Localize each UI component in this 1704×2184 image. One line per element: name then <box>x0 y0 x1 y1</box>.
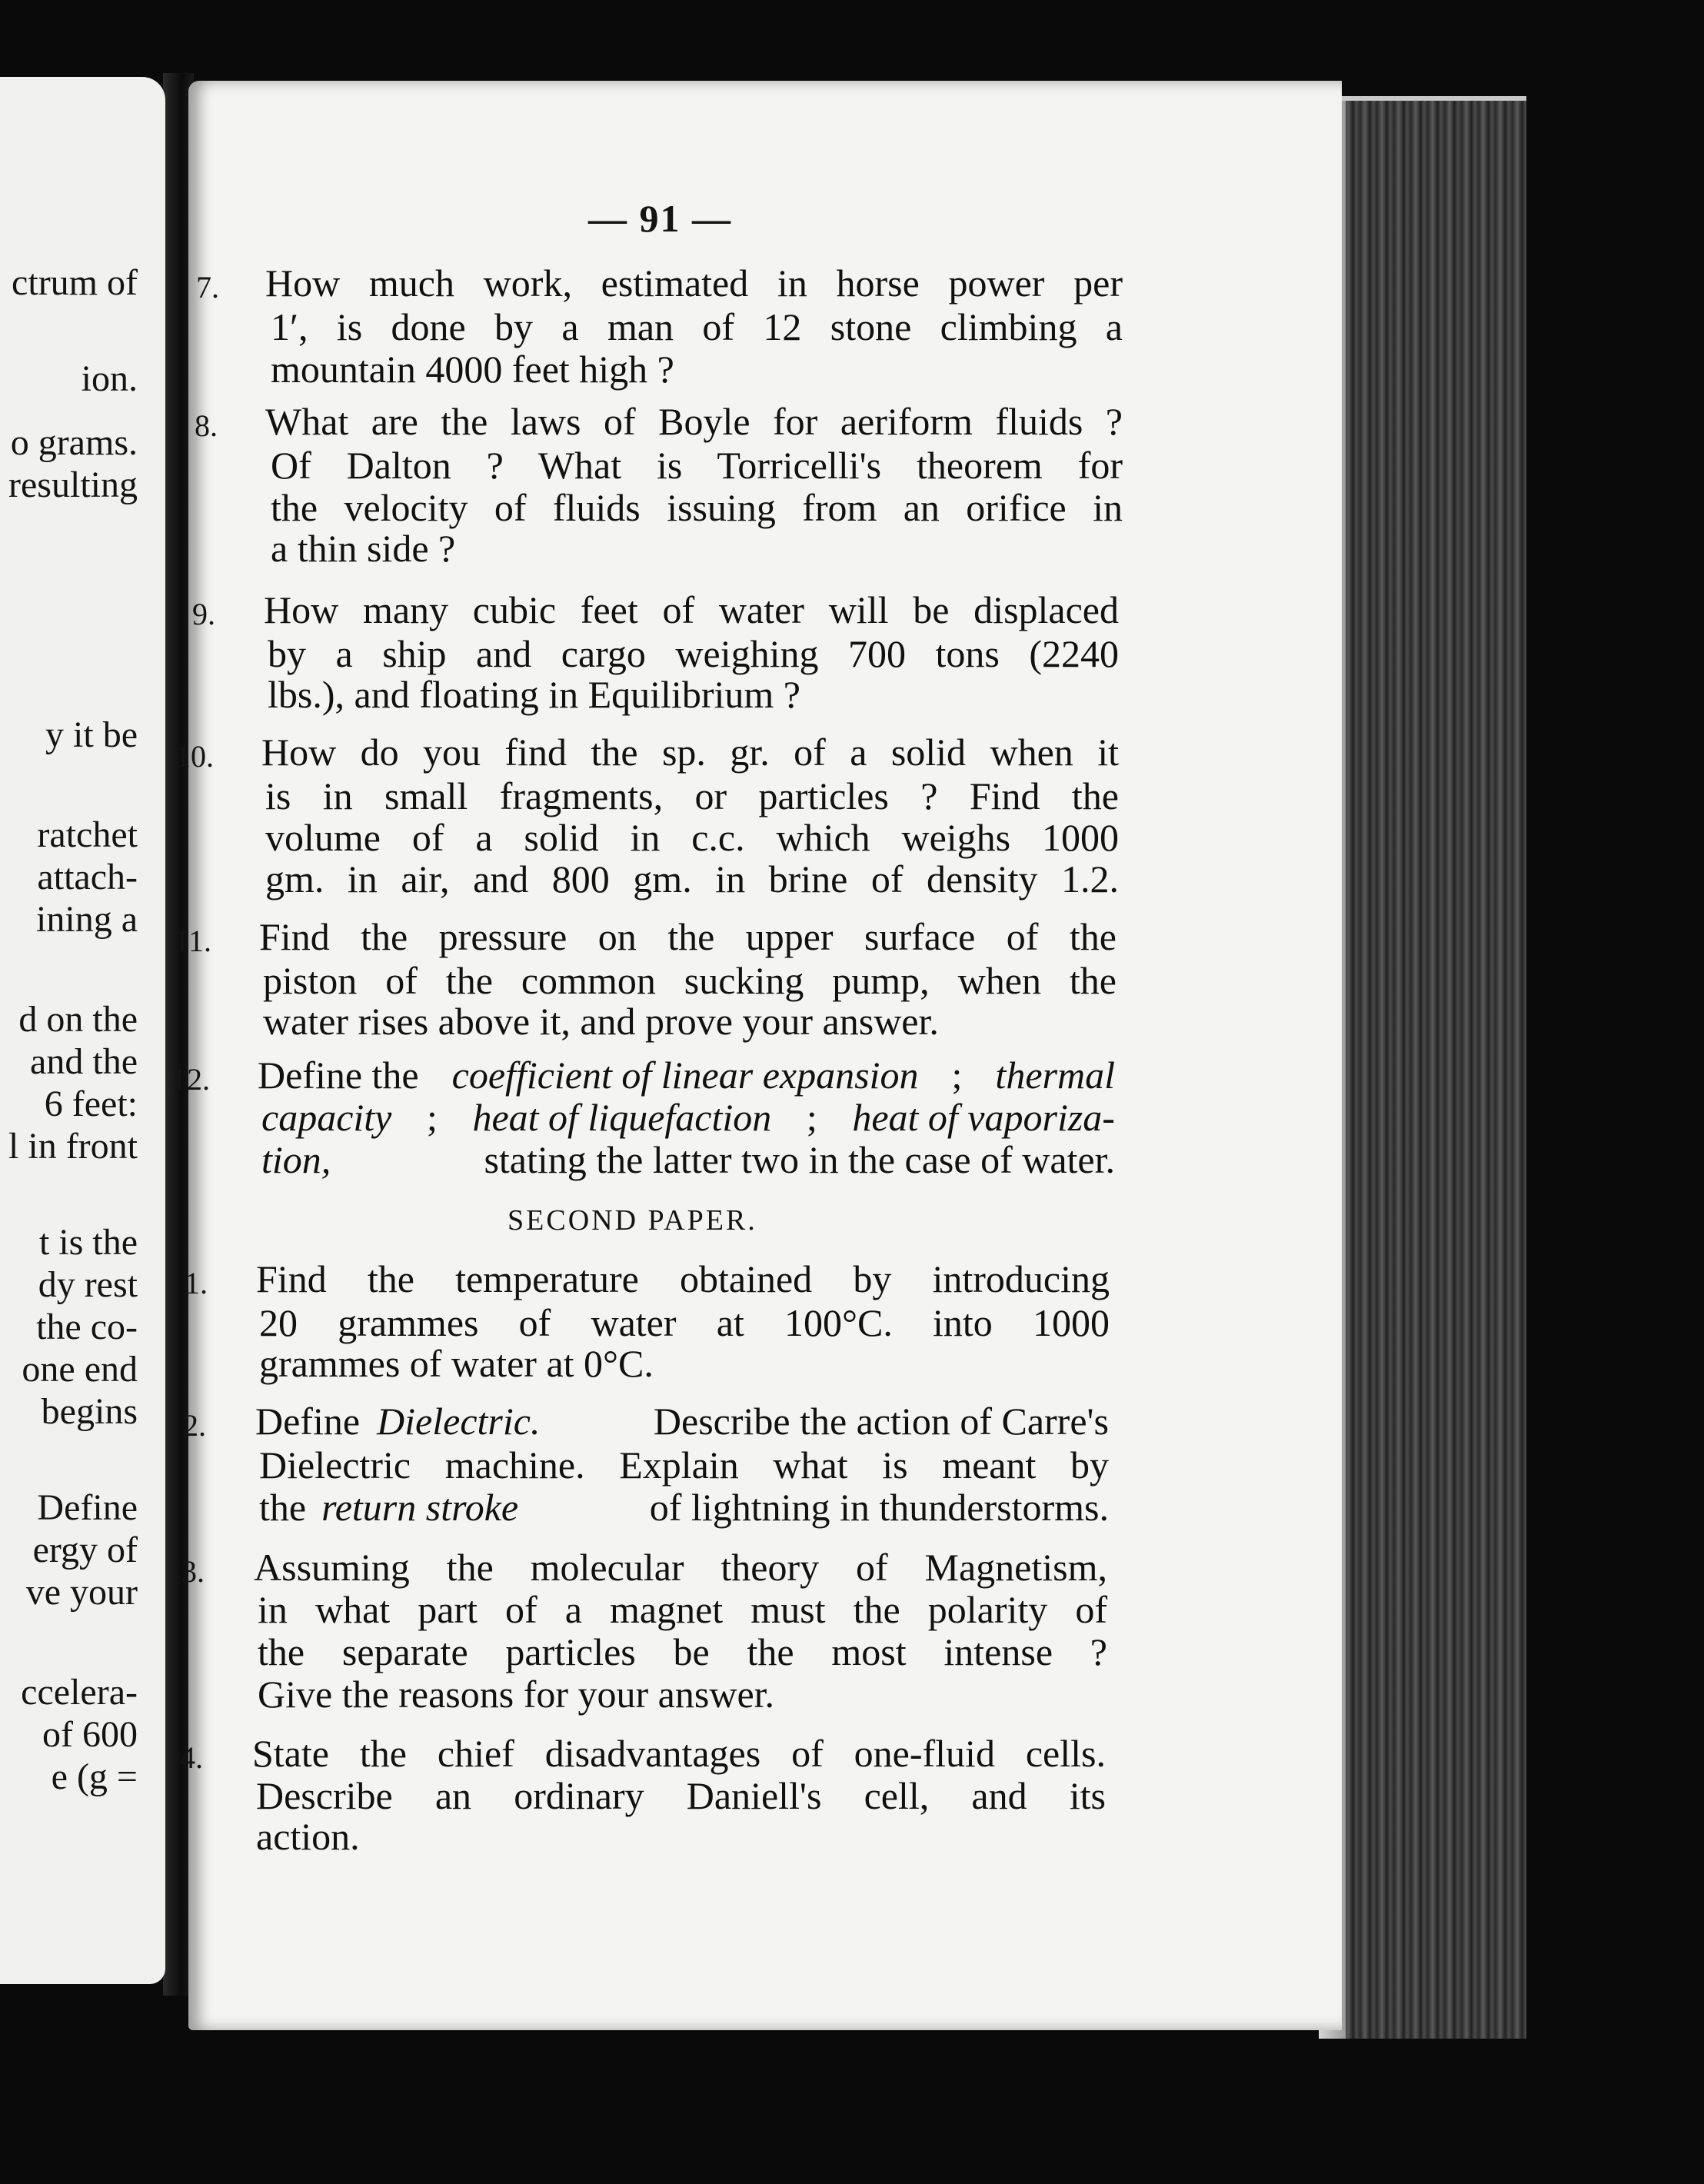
question-text-line: grammes of water at 0°C. <box>259 1342 654 1385</box>
text-run: ; <box>951 1054 963 1097</box>
question-text-line: How do you find the sp. gr. of a solid when it <box>261 731 1119 774</box>
text-run: Describe the action of Carre's <box>653 1400 1109 1443</box>
question-text-line: a thin side ? <box>271 527 456 570</box>
question-text-line: 1′, is done by a man of 12 stone climbing a <box>271 305 1123 348</box>
question-number: 7. <box>196 270 219 305</box>
question-number: 1. <box>185 1266 208 1300</box>
question-text-line: piston of the common sucking pump, when the <box>263 959 1117 1002</box>
left-fragment: ratchet <box>37 814 138 855</box>
question-number: 8. <box>195 408 218 443</box>
question-text-line: lbs.), and floating in Equilibrium ? <box>268 673 800 716</box>
question-text-line: Assuming the molecular theory of Magnetism, <box>254 1546 1107 1589</box>
question-text-line: Give the reasons for your answer. <box>258 1673 775 1716</box>
question-text-line: gm. in air, and 800 gm. in brine of density 1.2. <box>265 857 1119 901</box>
text-run: of lightning in thunderstorms. <box>649 1486 1109 1529</box>
question-text-line: State the chief disadvantages of one-fluid cells. <box>252 1732 1106 1775</box>
italic-term: heat of liquefaction <box>472 1096 772 1139</box>
question-text-line: the separate particles be the most intense ? <box>258 1630 1107 1673</box>
italic-term: thermal <box>995 1054 1115 1097</box>
question-number: 4. <box>180 1740 203 1775</box>
left-fragment: attach- <box>37 857 138 897</box>
question-text-line: How many cubic feet of water will be displaced <box>264 588 1119 631</box>
text-run: Define the <box>258 1054 419 1097</box>
left-fragment: l in front <box>8 1126 138 1167</box>
left-fragment: ion. <box>81 358 138 399</box>
question-text-line: mountain 4000 feet high ? <box>271 348 674 391</box>
question-number: 2. <box>183 1408 206 1443</box>
question-text-line: 20 grammes of water at 100°C. into 1000 <box>259 1301 1110 1344</box>
question-text-line: by a ship and cargo weighing 700 tons (2240 <box>268 632 1119 675</box>
left-fragment: ergy of <box>32 1530 138 1570</box>
left-fragment: begins <box>41 1391 138 1432</box>
left-fragment: 6 feet: <box>44 1084 138 1124</box>
question-text-line <box>255 1400 1109 1443</box>
question-text-line: Find the temperature obtained by introducing <box>256 1257 1110 1300</box>
question-text-line <box>259 1486 1109 1529</box>
left-fragment: the co- <box>36 1307 138 1347</box>
question-text-line: Of Dalton ? What is Torricelli's theorem for <box>271 444 1123 487</box>
page-stack-edges <box>1319 96 1526 2039</box>
question-text-line <box>258 1054 1115 1097</box>
question-text-line: Dielectric machine. Explain what is meant by <box>259 1443 1109 1487</box>
left-fragment: and the <box>30 1041 138 1082</box>
italic-term: tion, <box>261 1138 331 1181</box>
left-fragment: one end <box>22 1349 138 1390</box>
question-text-line: the velocity of fluids issuing from an orifice in <box>271 486 1123 529</box>
left-fragment: ve your <box>25 1572 138 1613</box>
question-text-line: water rises above it, and prove your answer. <box>263 1000 939 1043</box>
left-fragment: dy rest <box>38 1264 138 1305</box>
page-number: — 91 — <box>588 197 732 240</box>
italic-term: heat of vaporiza- <box>852 1096 1115 1139</box>
question-text-line: What are the laws of Boyle for aeriform fluids ? <box>265 400 1123 443</box>
left-fragment: o grams. <box>10 422 138 463</box>
left-fragment: Define <box>37 1487 138 1528</box>
left-fragment: y it be <box>45 714 138 755</box>
italic-term: capacity <box>261 1096 392 1139</box>
text-run: the <box>259 1486 307 1529</box>
question-number: 9. <box>192 597 215 631</box>
left-fragment: ining a <box>36 899 138 940</box>
question-number: 3. <box>181 1554 205 1589</box>
question-text-line: action. <box>256 1815 360 1858</box>
question-number: 12. <box>171 1062 210 1097</box>
question-text-line <box>261 1098 1115 1137</box>
italic-term: coefficient of linear expansion <box>451 1054 919 1097</box>
question-text-line: How much work, estimated in horse power per <box>265 261 1123 305</box>
text-run: stating the latter two in the case of water. <box>484 1138 1115 1181</box>
question-number: 11. <box>174 924 211 958</box>
left-fragment: resulting <box>8 464 138 505</box>
section-heading: SECOND PAPER. <box>508 1204 757 1237</box>
left-fragment: d on the <box>18 999 138 1040</box>
question-text-line <box>261 1140 1115 1179</box>
left-facing-page <box>0 77 165 1984</box>
left-fragment: ctrum of <box>12 262 138 303</box>
question-text-line: volume of a solid in c.c. which weighs 1000 <box>265 816 1119 859</box>
text-run: ; <box>806 1096 817 1139</box>
left-fragment: of 600 <box>42 1714 138 1755</box>
question-text-line: is in small fragments, or particles ? Find the <box>265 774 1119 817</box>
left-fragment: t is the <box>39 1222 138 1263</box>
question-number: 10. <box>175 739 214 774</box>
question-text-line: Find the pressure on the upper surface of the <box>259 915 1117 958</box>
question-text-line: Describe an ordinary Daniell's cell, and its <box>256 1774 1106 1817</box>
left-fragment: ccelera- <box>21 1672 138 1713</box>
question-text-line: in what part of a magnet must the polarity of <box>258 1588 1107 1631</box>
italic-term: Dielectric. <box>377 1400 541 1443</box>
italic-term: return stroke <box>321 1486 519 1529</box>
text-run: ; <box>426 1096 438 1139</box>
left-fragment: e (g = <box>51 1756 138 1797</box>
text-run: Define <box>255 1400 361 1443</box>
